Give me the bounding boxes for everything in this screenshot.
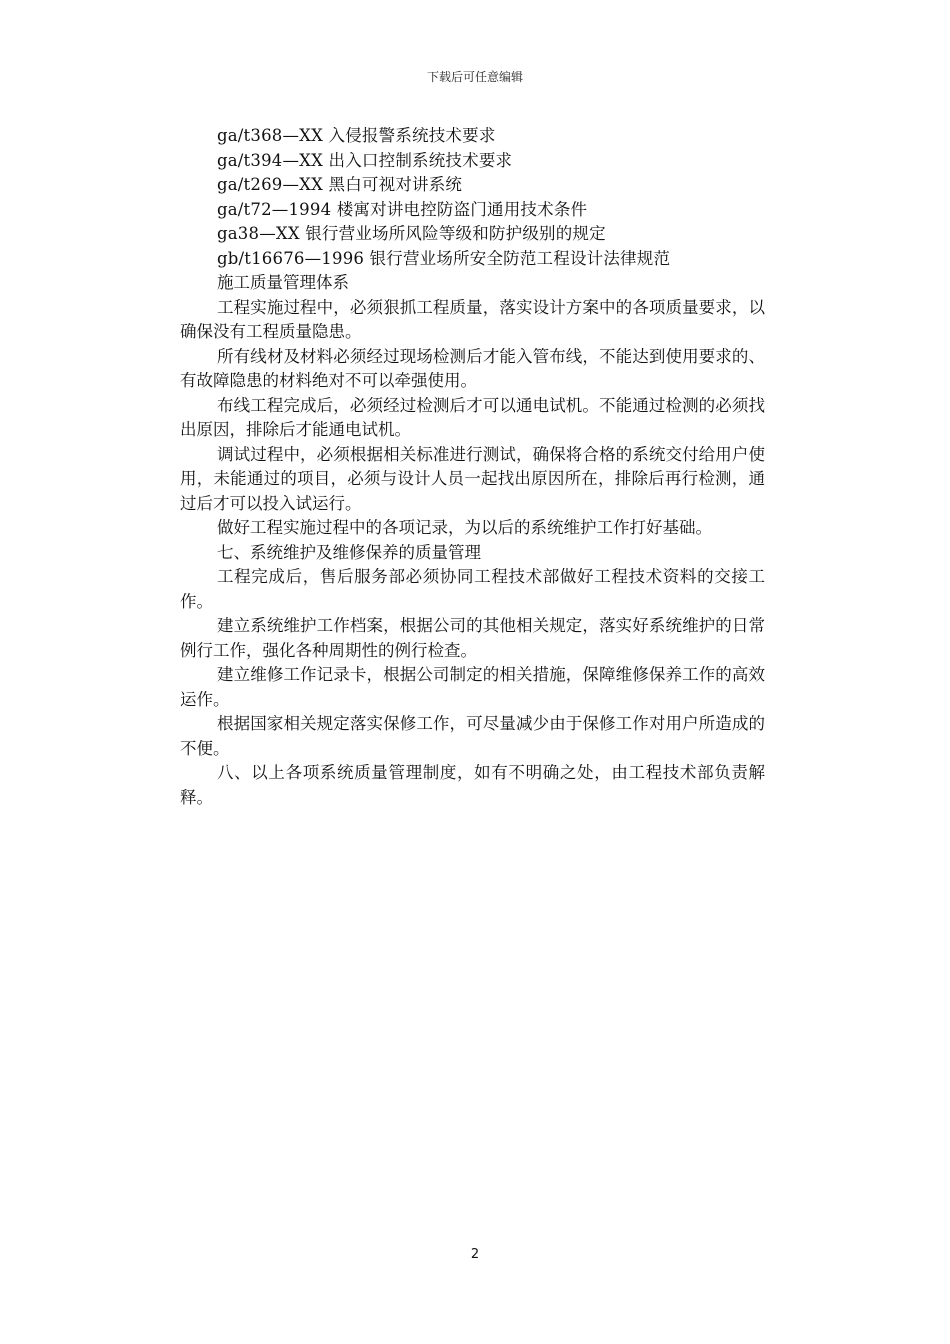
- standard-reference: gb/t16676—1996 银行营业场所安全防范工程设计法律规范: [217, 248, 671, 268]
- paragraph: 工程实施过程中，必须狠抓工程质量，落实设计方案中的各项质量要求，以确保没有工程质量隐患。: [180, 297, 765, 341]
- paragraph: 建立维修工作记录卡，根据公司制定的相关措施，保障维修保养工作的高效运作。: [180, 665, 765, 709]
- paragraph: 做好工程实施过程中的各项记录，为以后的系统维护工作打好基础。: [217, 518, 712, 537]
- standard-reference: ga/t394—XX 出入口控制系统技术要求: [217, 150, 513, 170]
- section-heading: 施工质量管理体系: [217, 273, 349, 292]
- standard-reference: ga/t72—1994 楼寓对讲电控防盗门通用技术条件: [217, 199, 588, 219]
- page-header: 下载后可任意编辑: [426, 70, 523, 84]
- paragraph: 调试过程中，必须根据相关标准进行测试，确保将合格的系统交付给用户使用，未能通过的项目，必须与设计人员一起找出原因所在，排除后再行检测，通过后才可以投入试运行。: [180, 444, 765, 513]
- paragraph: 所有线材及材料必须经过现场检测后才能入管布线，不能达到使用要求的、有故障隐患的材料绝对不可以牵强使用。: [180, 346, 765, 390]
- paragraph: 八、以上各项系统质量管理制度，如有不明确之处，由工程技术部负责解释。: [180, 763, 765, 807]
- standard-reference: ga/t368—XX 入侵报警系统技术要求: [217, 126, 496, 145]
- paragraph: 根据国家相关规定落实保修工作，可尽量减少由于保修工作对用户所造成的不便。: [180, 714, 765, 758]
- document-body: [180, 124, 765, 810]
- section-heading: 七、系统维护及维修保养的质量管理: [217, 542, 481, 562]
- paragraph: 布线工程完成后，必须经过检测后才可以通电试机。不能通过检测的必须找出原因，排除后才能通电试机。: [180, 395, 765, 439]
- paragraph: 工程完成后，售后服务部必须协同工程技术部做好工程技术资料的交接工作。: [180, 567, 765, 611]
- standard-reference: ga/t269—XX 黑白可视对讲系统: [217, 175, 463, 194]
- standard-reference: ga38—XX 银行营业场所风险等级和防护级别的规定: [217, 224, 606, 243]
- page-number: 2: [470, 1247, 480, 1262]
- paragraph: 建立系统维护工作档案，根据公司的其他相关规定，落实好系统维护的日常例行工作，强化各种周期性的例行检查。: [180, 616, 765, 660]
